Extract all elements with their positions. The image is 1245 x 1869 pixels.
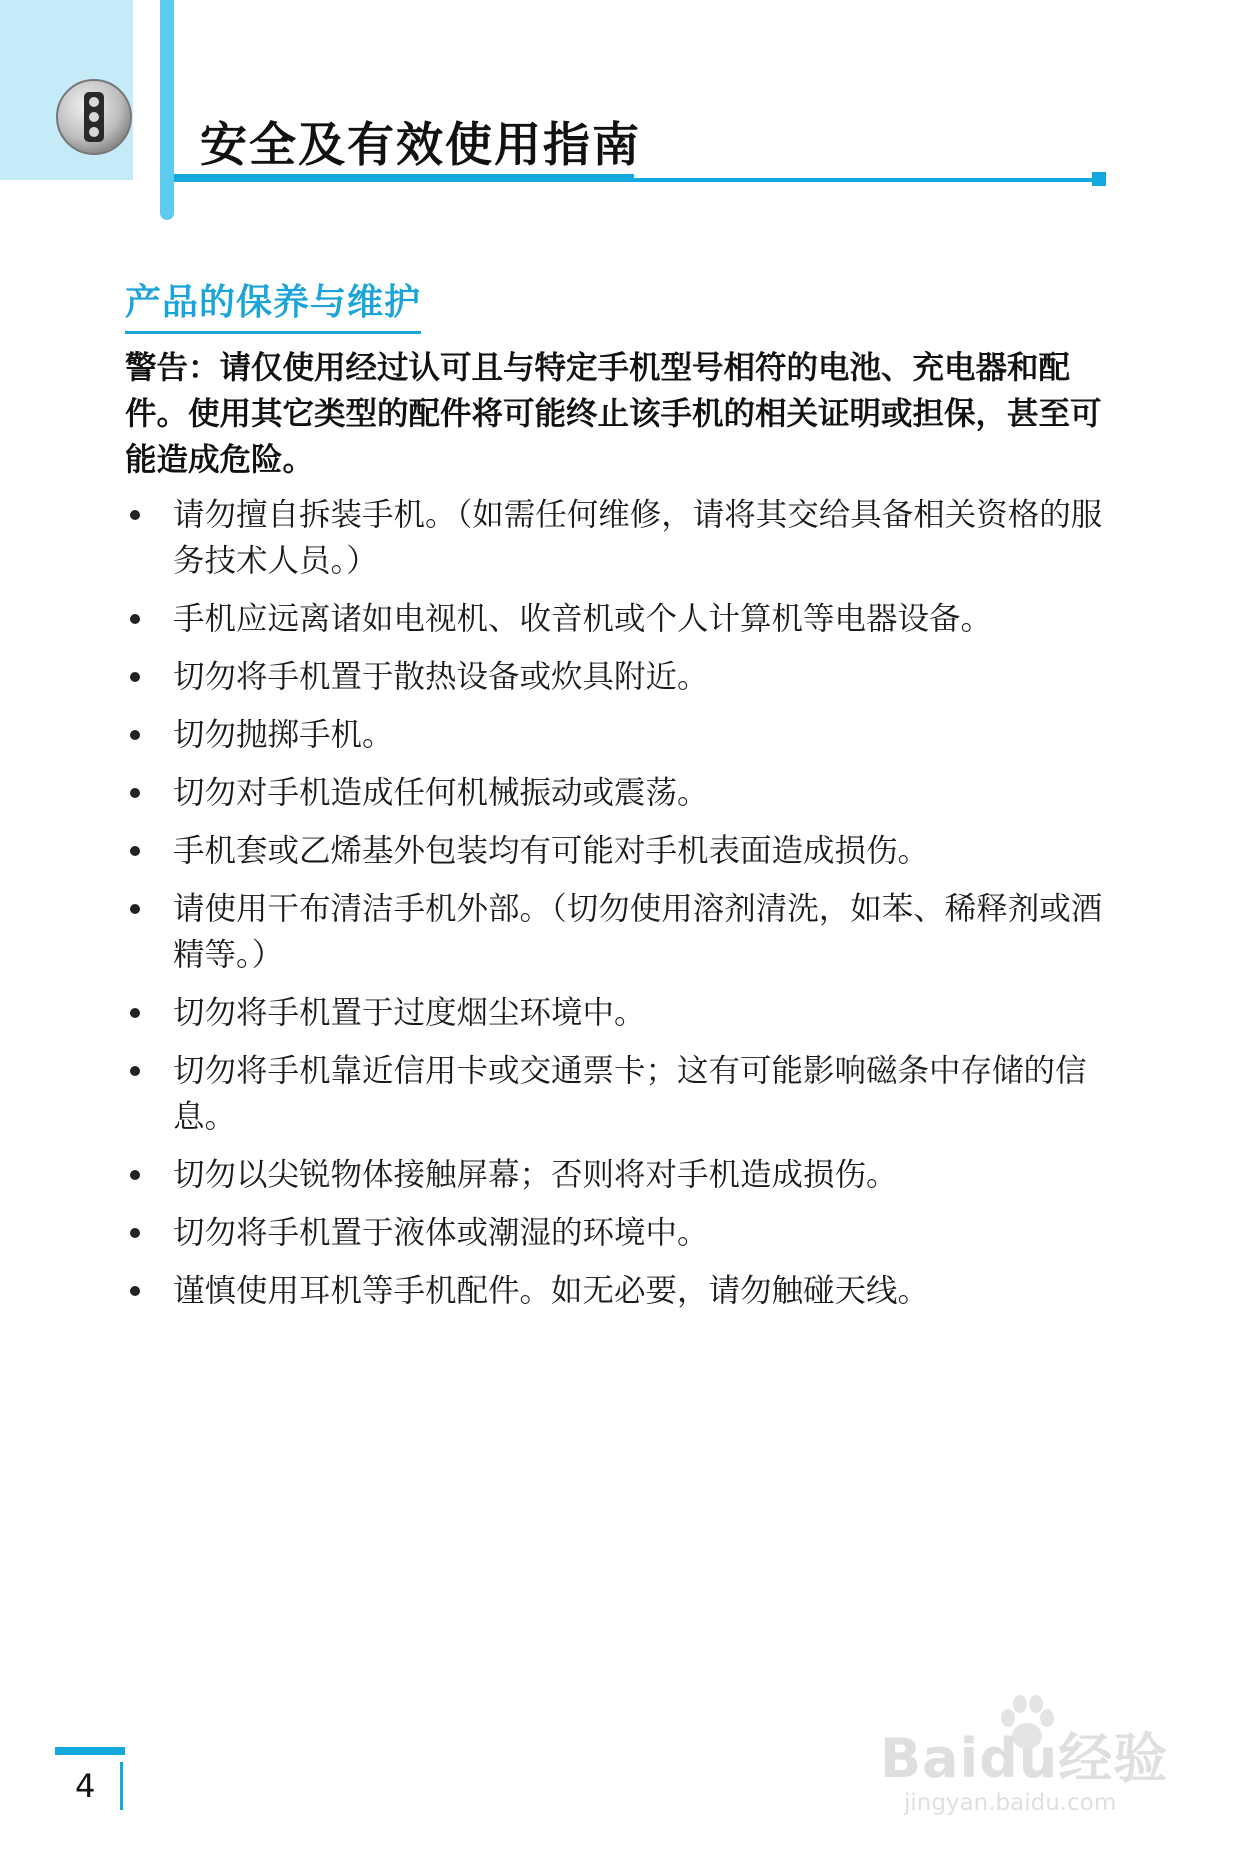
bullet-icon	[130, 788, 140, 798]
header-vertical-bar	[160, 0, 174, 220]
bullet-icon	[130, 1008, 140, 1018]
footer-accent-bar	[55, 1747, 125, 1755]
list-item	[125, 828, 1110, 874]
bullet-icon	[130, 1286, 140, 1296]
list-item-text: 谨慎使用耳机等手机配件。如无必要，请勿触碰天线。	[173, 1273, 930, 1309]
list-item-text: 手机应远离诸如电视机、收音机或个人计算机等电器设备。	[173, 601, 993, 637]
title-underline-accent	[174, 174, 634, 182]
page-title: 安全及有效使用指南	[200, 118, 641, 173]
warning-paragraph: 警告：请仅使用经过认可且与特定手机型号相符的电池、充电器和配件。使用其它类型的配件将可能终止该手机的相关证明或担保，甚至可能造成危险。	[125, 350, 1102, 478]
section-heading: 产品的保养与维护	[125, 274, 421, 334]
bullet-icon	[130, 614, 140, 624]
footer-divider	[120, 1762, 123, 1810]
list-item	[125, 990, 1110, 1036]
watermark-brand: Baidu经验	[880, 1727, 1169, 1790]
list-item	[125, 886, 1110, 978]
list-item	[125, 712, 1110, 758]
list-item	[125, 654, 1110, 700]
watermark-url: jingyan.baidu.com	[904, 1790, 1117, 1816]
bullet-icon	[130, 510, 140, 520]
list-item	[125, 1152, 1110, 1198]
baidu-watermark	[880, 1690, 1180, 1830]
list-item-text: 切勿将手机置于液体或潮湿的环境中。	[173, 1215, 709, 1251]
bullet-icon	[130, 730, 140, 740]
page-number: 4	[75, 1767, 96, 1805]
list-item-text: 切勿抛掷手机。	[173, 717, 394, 753]
list-item-text: 请勿擅自拆装手机。（如需任何维修，请将其交给具备相关资格的服务技术人员。）	[173, 497, 1103, 579]
traffic-light-icon	[55, 78, 133, 156]
bullet-icon	[130, 904, 140, 914]
list-item-text: 请使用干布清洁手机外部。（切勿使用溶剂清洗，如苯、稀释剂或酒精等。）	[173, 891, 1103, 973]
bullet-icon	[130, 672, 140, 682]
list-item	[125, 1268, 1110, 1314]
list-item-text: 切勿将手机靠近信用卡或交通票卡；这有可能影响磁条中存储的信息。	[173, 1053, 1087, 1135]
list-item	[125, 770, 1110, 816]
title-underline-end-square	[1092, 172, 1106, 186]
list-item-text: 手机套或乙烯基外包装均有可能对手机表面造成损伤。	[173, 833, 930, 869]
list-item-text: 切勿以尖锐物体接触屏幕；否则将对手机造成损伤。	[173, 1157, 898, 1193]
bullet-icon	[130, 1066, 140, 1076]
list-item	[125, 492, 1110, 584]
care-instructions-list	[125, 492, 1110, 1326]
list-item-text: 切勿将手机置于散热设备或炊具附近。	[173, 659, 709, 695]
list-item-text: 切勿将手机置于过度烟尘环境中。	[173, 995, 646, 1031]
list-item	[125, 596, 1110, 642]
bullet-icon	[130, 846, 140, 856]
list-item	[125, 1210, 1110, 1256]
bullet-icon	[130, 1228, 140, 1238]
list-item	[125, 1048, 1110, 1140]
list-item-text: 切勿对手机造成任何机械振动或震荡。	[173, 775, 709, 811]
bullet-icon	[130, 1170, 140, 1180]
